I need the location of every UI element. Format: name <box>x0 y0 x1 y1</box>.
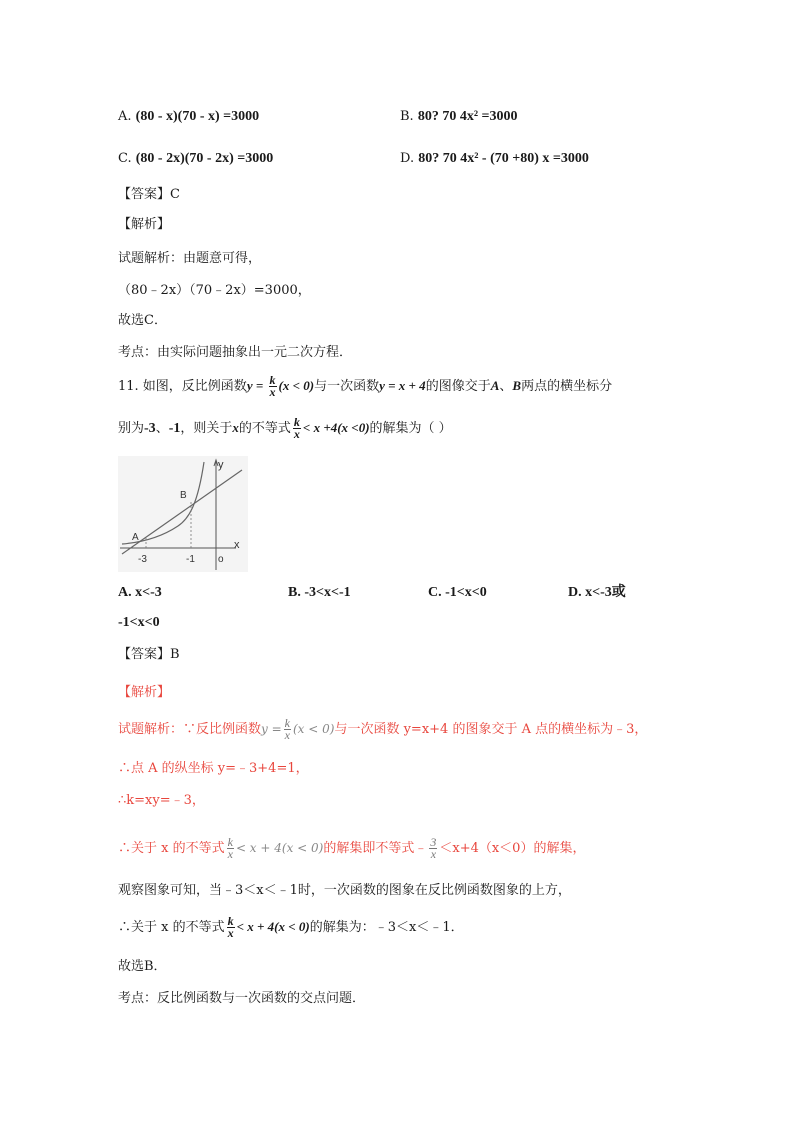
analysis-q11-line-5: 观察图象可知，当﹣3＜x＜﹣1时，一次函数的图象在反比例函数图象的上方， <box>118 883 571 898</box>
text: 的不等式 <box>238 421 291 436</box>
denominator: x <box>227 926 234 940</box>
label-minus-3: -3 <box>138 554 147 565</box>
label-minus-1: -1 <box>186 554 195 565</box>
denominator: x <box>430 847 437 861</box>
fraction <box>269 375 277 398</box>
denominator: x <box>284 728 290 742</box>
text: ∴关于 x 的不等式 <box>118 920 225 935</box>
fraction <box>227 916 235 939</box>
math: -1 <box>168 421 181 436</box>
numerator: k <box>227 835 233 849</box>
numerator: k <box>227 914 234 928</box>
answer-q10: 【答案】C <box>118 187 180 202</box>
q11-option-d-cont: -1<x<0 <box>118 615 160 630</box>
kaodian-q11: 考点：反比例函数与一次函数的交点问题． <box>118 991 366 1006</box>
text: 与一次函数 <box>314 379 380 394</box>
analysis-q11-line-1 <box>118 716 647 743</box>
option-equation: (80 - 2x)(70 - 2x) =3000 <box>135 151 274 166</box>
text: 试题解析：∵反比例函数 <box>118 722 262 737</box>
text: 、 <box>155 421 169 436</box>
fraction <box>284 718 291 741</box>
label-point-b: B <box>180 490 187 501</box>
q11-option-b: B. -3<x<-1 <box>288 585 351 600</box>
text: 、 <box>499 379 513 394</box>
math: (x < 0) <box>293 722 335 736</box>
math: < x +4(x <0) <box>302 420 370 435</box>
text: ，则关于 <box>180 421 233 436</box>
text: ∴关于 x 的不等式 <box>118 841 225 856</box>
option-label: C. <box>118 151 132 166</box>
math: y = <box>246 378 267 393</box>
analysis-line: （80﹣2x）（70﹣2x）=3000， <box>118 283 311 298</box>
analysis-title-q11: 【解析】 <box>118 685 171 700</box>
text: 11. 如图，反比例函数 <box>118 379 247 394</box>
text: 与一次函数 y=x+4 的图象交于 A 点的横坐标为﹣3， <box>334 722 648 737</box>
math: y = x + 4 <box>379 378 426 393</box>
option-a <box>118 108 259 126</box>
option-b <box>400 108 518 126</box>
denominator: x <box>269 385 276 399</box>
question-11-line-1 <box>118 374 612 399</box>
analysis-line: 故选C． <box>118 313 167 328</box>
option-c <box>118 150 273 168</box>
analysis-q11-line-3: ∴k=xy=﹣3， <box>118 793 205 808</box>
math: x <box>232 420 239 435</box>
option-equation: 80? 70 4x² =3000 <box>417 109 518 124</box>
analysis-q11-line-4 <box>118 834 585 863</box>
text: 的解集为（ ） <box>369 421 452 436</box>
analysis-q11-line-2: ∴点 A 的纵坐标 y=﹣3+4=1， <box>118 761 309 776</box>
function-graph <box>118 456 248 572</box>
text: 的解集即不等式﹣ <box>323 841 428 856</box>
q11-option-d: D. x<-3或 <box>568 585 626 600</box>
text: 别为 <box>118 421 145 436</box>
text: 两点的横坐标分 <box>521 379 613 394</box>
math: y = <box>261 722 282 736</box>
option-equation: 80? 70 4x² - (70 +80) x =3000 <box>418 151 589 166</box>
text: 的解集为：﹣3＜x＜﹣1． <box>309 920 464 935</box>
option-label: D. <box>400 151 415 166</box>
math: A <box>490 378 500 393</box>
label-x: x <box>234 539 240 551</box>
denominator: x <box>293 427 300 441</box>
label-point-a: A <box>132 532 139 543</box>
analysis-title-q10: 【解析】 <box>118 217 171 232</box>
fraction <box>293 417 301 440</box>
math: B <box>512 378 522 393</box>
math: < x + 4(x < 0) <box>236 919 310 934</box>
text: ＜x+4（x＜0）的解集， <box>439 841 586 856</box>
numerator: 3 <box>430 835 437 849</box>
numerator: k <box>269 373 276 387</box>
analysis-line: 试题解析：由题意可得， <box>118 251 262 266</box>
text: 的图像交于 <box>425 379 491 394</box>
numerator: k <box>284 716 290 730</box>
analysis-q11-line-7: 故选B． <box>118 959 167 974</box>
math: -3 <box>144 421 156 436</box>
q11-option-c: C. -1<x<0 <box>428 585 487 600</box>
fraction <box>429 837 437 860</box>
label-origin: o <box>218 554 224 565</box>
question-11-line-2 <box>118 416 452 441</box>
option-label: B. <box>400 109 414 124</box>
analysis-q11-line-6 <box>118 914 464 941</box>
option-equation: (80 - x)(70 - x) =3000 <box>135 109 260 124</box>
numerator: k <box>293 415 300 429</box>
option-d <box>400 150 589 168</box>
q11-option-a: A. x<-3 <box>118 585 162 600</box>
math: < x + 4(x < 0) <box>235 841 324 855</box>
math: (x < 0) <box>278 378 315 393</box>
answer-q11: 【答案】B <box>118 647 180 662</box>
label-y: y <box>218 459 224 471</box>
fraction <box>227 837 234 860</box>
kaodian-q10: 考点：由实际问题抽象出一元二次方程． <box>118 345 353 360</box>
option-label: A. <box>118 109 132 124</box>
denominator: x <box>227 847 233 861</box>
